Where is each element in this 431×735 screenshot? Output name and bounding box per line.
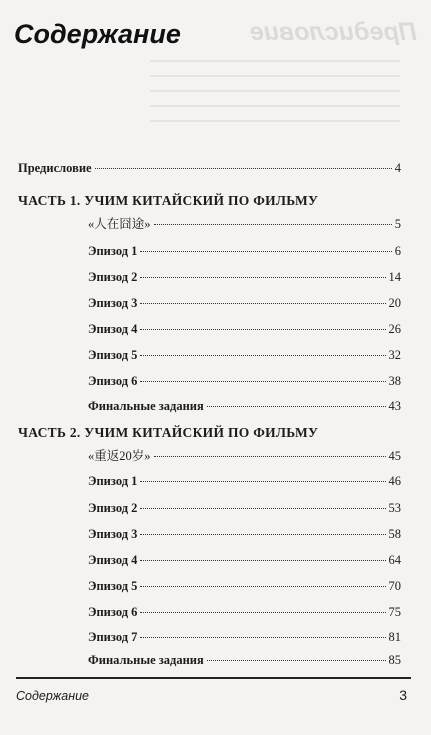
toc-entry-part1-final-tasks[interactable] [88, 399, 401, 414]
leader-dots [154, 224, 392, 225]
toc-entry-page: 4 [394, 161, 401, 175]
toc-entry-label: Эпизод 1 [88, 244, 138, 258]
toc-entry-part2-film[interactable] [88, 446, 401, 464]
leader-dots [207, 660, 386, 661]
leader-dots [140, 481, 385, 482]
leader-dots [140, 329, 385, 330]
toc-entry-page: 81 [388, 630, 401, 644]
leader-dots [140, 251, 391, 252]
toc-entry-part1-episode-2[interactable] [88, 270, 401, 285]
toc-entry-page: 20 [388, 296, 401, 310]
leader-dots [140, 612, 385, 613]
toc-entry-part2-episode-6[interactable] [88, 605, 401, 620]
toc-entry-label: Эпизод 2 [88, 501, 138, 515]
toc-entry-label: Эпизод 3 [88, 527, 138, 541]
toc-entry-label: Эпизод 3 [88, 296, 138, 310]
toc-entry-part1-episode-3[interactable] [88, 296, 401, 311]
toc-entry-part1-episode-1[interactable] [88, 244, 401, 259]
toc-entry-page: 46 [388, 474, 401, 488]
toc-entry-part2-episode-3[interactable] [88, 527, 401, 542]
toc-entry-page: 43 [388, 399, 401, 413]
toc-entry-page: 5 [394, 217, 401, 231]
toc-entry-page: 70 [388, 579, 401, 593]
toc-entry-label: Эпизод 2 [88, 270, 138, 284]
toc-entry-page: 32 [388, 348, 401, 362]
toc-entry-part1-episode-5[interactable] [88, 348, 401, 363]
leader-dots [140, 277, 385, 278]
toc-entry-part2-final-tasks[interactable] [88, 653, 401, 668]
leader-dots [140, 534, 385, 535]
toc-entry-label: Финальные задания [88, 399, 204, 413]
toc-entry-part1-film[interactable] [88, 214, 401, 232]
footer-section-title: Содержание [16, 689, 89, 703]
leader-dots [140, 355, 385, 356]
leader-dots [207, 406, 386, 407]
toc-entry-label: «人在囧途» [88, 217, 151, 231]
leader-dots [140, 303, 385, 304]
toc-entry-page: 45 [388, 449, 401, 463]
footer-divider [16, 677, 411, 679]
leader-dots [140, 637, 385, 638]
toc-entry-part2-episode-7[interactable] [88, 630, 401, 645]
part1-title: ЧАСТЬ 1. УЧИМ КИТАЙСКИЙ ПО ФИЛЬМУ [18, 193, 319, 208]
page-title: Содержание [14, 19, 181, 49]
toc-entry-page: 85 [388, 653, 401, 667]
toc-entry-label: Эпизод 5 [88, 348, 138, 362]
footer-page-number: 3 [399, 687, 407, 703]
leader-dots [140, 586, 385, 587]
leader-dots [140, 560, 385, 561]
leader-dots [154, 456, 386, 457]
part2-title: ЧАСТЬ 2. УЧИМ КИТАЙСКИЙ ПО ФИЛЬМУ [18, 425, 319, 440]
toc-entry-part2-episode-5[interactable] [88, 579, 401, 594]
toc-entry-page: 6 [394, 244, 401, 258]
bleed-through-heading: Предисловие [250, 18, 417, 46]
toc-entry-part1-episode-6[interactable] [88, 374, 401, 389]
toc-entry-label: Финальные задания [88, 653, 204, 667]
toc-entry-label: Эпизод 6 [88, 605, 138, 619]
toc-entry-label: Эпизод 1 [88, 474, 138, 488]
toc-entry-label: Эпизод 6 [88, 374, 138, 388]
toc-entry-part1-episode-4[interactable] [88, 322, 401, 337]
toc-entry-label: «重返20岁» [88, 449, 151, 463]
toc-entry-label: Эпизод 5 [88, 579, 138, 593]
toc-entry-page: 75 [388, 605, 401, 619]
toc-entry-part2-episode-4[interactable] [88, 553, 401, 568]
leader-dots [140, 508, 385, 509]
toc-entry-page: 64 [388, 553, 401, 567]
toc-entry-preface[interactable] [18, 161, 401, 176]
leader-dots [140, 381, 385, 382]
toc-entry-label: Эпизод 4 [88, 553, 138, 567]
toc-entry-page: 38 [388, 374, 401, 388]
toc-entry-part2-episode-1[interactable] [88, 474, 401, 489]
toc-entry-label: Эпизод 4 [88, 322, 138, 336]
toc-entry-label: Предисловие [18, 161, 92, 175]
toc-entry-label: Эпизод 7 [88, 630, 138, 644]
bleed-through-lines [150, 60, 400, 135]
leader-dots [95, 168, 392, 169]
toc-entry-page: 26 [388, 322, 401, 336]
toc-entry-page: 58 [388, 527, 401, 541]
toc-entry-page: 14 [388, 270, 401, 284]
toc-entry-page: 53 [388, 501, 401, 515]
toc-entry-part2-episode-2[interactable] [88, 501, 401, 516]
